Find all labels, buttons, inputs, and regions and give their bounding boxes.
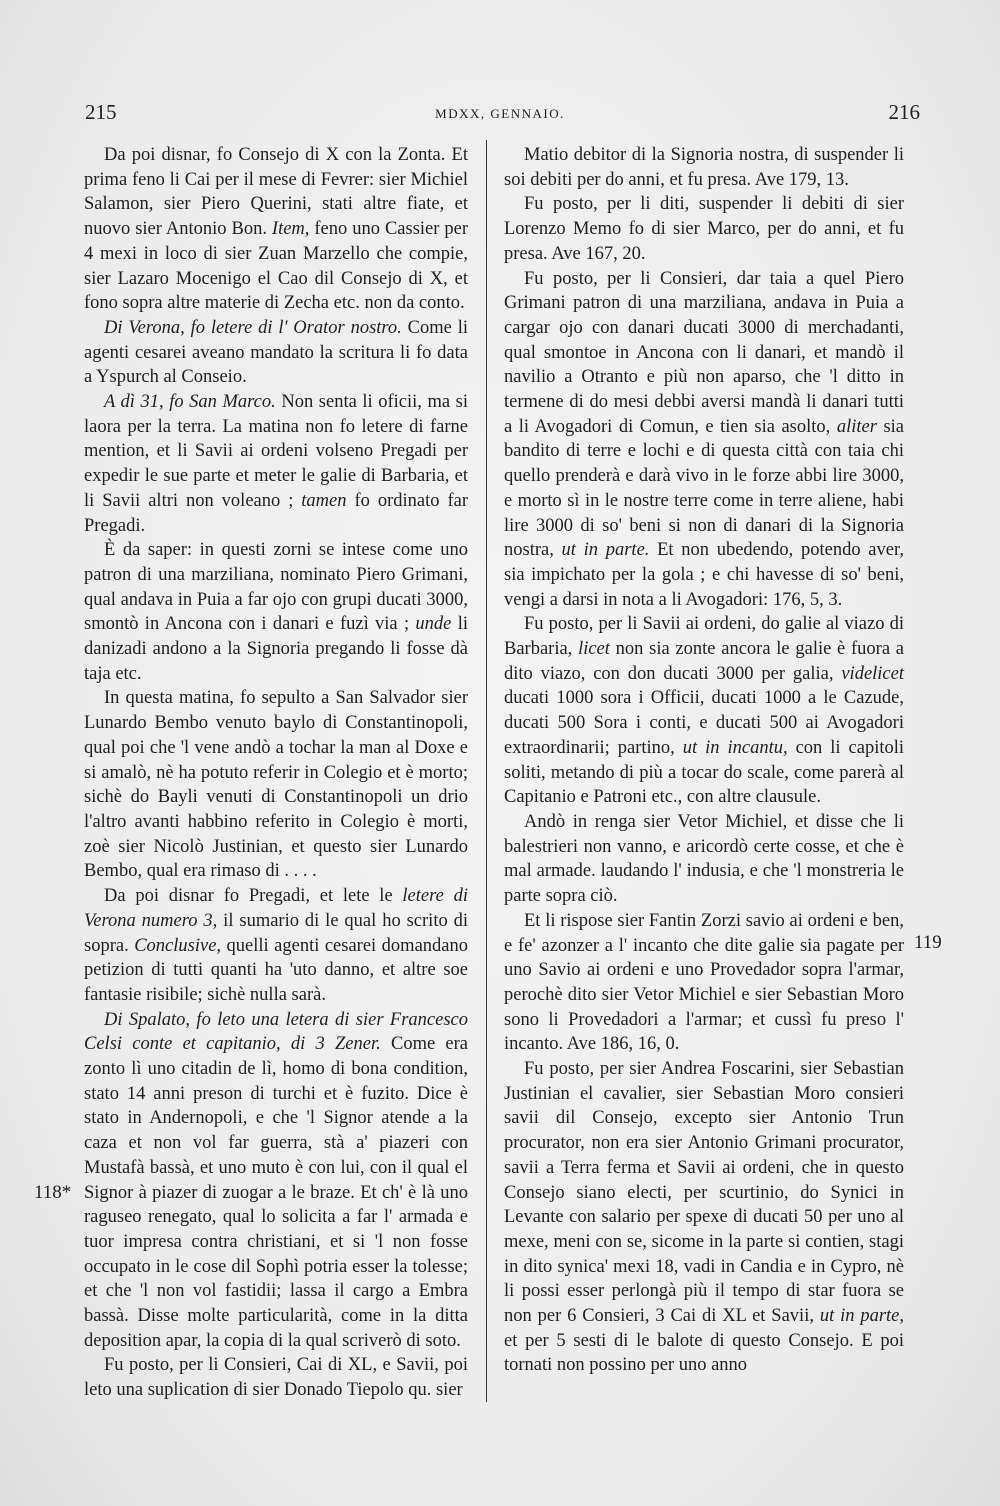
italic-run: Item, xyxy=(271,219,310,240)
text-run: non sia zonte ancora le galie è fuora a dito viazo, con don ducati 3000 per galia, xyxy=(504,639,905,684)
column-divider xyxy=(486,140,487,1402)
text-run: Fu posto, per li Consieri, dar taia a quel Piero Grimani patron di una marziliana, andava in Puia a cargar ojo con danari ducati 3000 di merchadanti, qual smontoe in Ancona con li danari, et mandò il navilio a Otranto e più non aparso, che 'l ditto in termene di do mesi debbi aversi mandà li danari tutti a li Avogadori di Comun, e tien sia asolto, xyxy=(504,268,904,437)
text-run: con li capitoli soliti, metando di più a tocar do scale, come parerà al Capitanio e Patroni etc., con altre clausule. xyxy=(504,737,904,808)
text-run: Et li rispose sier Fantin Zorzi savio ai ordeni e ben, e fe' azonzer a l' incanto che dite galie sia pagate per uno Savio ai ordeni e uno Provedador sopra l'armar, perochè dito sier Vetor Michiel e sier Sebastian Moro sono li Provedadori a l'armar; et cussì fu preso l' incanto. Ave 186, 16, 0. xyxy=(504,910,904,1055)
text-run: il sumario di le qual ho scrito di sopra. xyxy=(84,910,469,956)
text-run: Come li agenti cesarei aveano mandato la scritura li fo data a Yspurch al Conseio. xyxy=(84,317,468,388)
paragraph xyxy=(84,538,468,686)
page-header xyxy=(80,100,920,130)
margin-number-left: 118* xyxy=(34,1182,72,1203)
running-title: MDXX, GENNAIO. xyxy=(435,106,565,121)
text-run: Fu posto, per li Consieri, Cai di XL, e Savii, poi leto una suplication di sier Donado Tiepolo qu. sier xyxy=(84,1355,468,1401)
paragraph xyxy=(84,1008,468,1354)
paragraph xyxy=(504,143,904,192)
italic-run: ut in incantu, xyxy=(682,737,788,758)
italic-run: tamen xyxy=(301,490,347,511)
italic-run: videlicet xyxy=(841,663,904,684)
text-run: Non senta li oficii, ma si laora per la terra. La matina non fo letere di farne mention, et li Savii ai ordeni volseno Pregadi per expedir le sue parte et meter le galie di Barbaria, et li Savii altri non voleano ; xyxy=(84,392,468,511)
text-run: Andò in renga sier Vetor Michiel, et disse che li balestrieri non vanno, e aricordò certe cosse, et che è mal armade. laudando l' indusia, e che 'l monstreria le parte sopra ciò. xyxy=(504,811,904,907)
page-number-right: 216 xyxy=(888,100,920,124)
text-run: et per 5 sesti di le balote di questo Consejo. E poi tornati non possino per uno anno xyxy=(504,1330,904,1376)
text-run: quelli agenti cesarei domandano petizion di tutti quanti ha 'uto danno, et altre soe fantasie risibile; sichè nulla sarà. xyxy=(84,935,468,1005)
paragraph xyxy=(504,267,904,613)
italic-run: aliter xyxy=(836,416,877,437)
paragraph xyxy=(504,192,904,266)
italic-run: ut in parte. xyxy=(561,540,650,561)
right-column xyxy=(504,143,904,1378)
text-run: In questa matina, fo sepulto a San Salvador sier Lunardo Bembo venuto baylo di Constantinopoli, qual poi che 'l vene andò a tochar la man al Doxe e si amalò, nè ha potuto referir in Colegio et è morto; sichè do Bayli venuti di Constantinopoli un drio l'altro avanti habbino referito in Colegio è morti, zoè sier Nicolò Justinian, et questo sier Lunardo Bembo, qual era rimaso di . . . . xyxy=(84,688,468,882)
text-run: Matio debitor di la Signoria nostra, di suspender li soi debiti per do anni, et fu presa. Ave 179, 13. xyxy=(504,145,904,190)
text-run: Et non ubedendo, potendo aver, sia impichato per la gola ; e chi havesse di so' beni, vengi a darsi in nota a li Avogadori: 176, 5, 3. xyxy=(504,540,904,610)
text-run: feno uno Cassier per 4 mexi in loco di sier Zuan Marzello che compie, sier Lazaro Mocenigo el Cao dil Consejo di X, et fono sopra altre materie di Zecha etc. non da conto. xyxy=(84,219,468,314)
margin-number-right: 119 xyxy=(914,932,942,953)
italic-run: Di Verona, fo letere di l' Orator nostro. xyxy=(104,317,402,338)
text-run: È da saper: in questi zorni se intese come uno patron di una marziliana, nominato Piero Grimani, qual andava in Puia a far ojo con grupi ducati 3000, smontò in Ancona con i danari e fuzì via ; xyxy=(84,540,468,635)
text-run: ducati 1000 sora i Officii, ducati 1000 a le Cazude, ducati 500 Sora i conti, e ducati 500 ai Avogadori extraordinarii; partino, xyxy=(504,688,904,758)
italic-run: A dì 31, fo San Marco. xyxy=(104,392,276,413)
italic-run: Di Spalato, fo leto una letera di sier Francesco Celsi conte et capitanio, di 3 Zener. xyxy=(84,1009,468,1055)
text-run: Fu posto, per li Savii ai ordeni, do galie al viazo di Barbaria, xyxy=(504,614,904,660)
text-run: Come era zonto lì uno citadin de lì, homo di bona condition, stato 14 anni preson di turchi et è fuzito. Dice è stato in Andernopoli, e che 'l Signor atende a la caza et non vol far guerra, stà a' piazeri con Mustafà bassà, et uno muto è con lui, con il qual el Signor à piazer di zuogar a le braze. Et ch' è là uno raguseo renegato, qual lo solicita a far l' armada e tuor impresa contra christiani, et si 'l non fosse occupato in le cose dil Sophì potria esser la tolesse; et che 'l non vol fastidii; lassa il cargo a Embra bassà. Disse molte particularità, come in la ditta deposition apar, la copia di la qual scriverò di soto. xyxy=(84,1034,468,1351)
italic-run: licet xyxy=(578,639,610,660)
paragraph xyxy=(84,143,468,316)
paragraph xyxy=(84,686,468,884)
italic-run: unde xyxy=(415,614,452,635)
paragraph xyxy=(84,884,468,1008)
text-run: Fu posto, per sier Andrea Foscarini, sier Sebastian Justinian el cavalier, sier Sebastian Moro consieri savii dil Consejo, excepto sier Antonio Trun procurator, non era sier Antonio Grimani procurator, savii a Terra ferma et Savii ai ordeni, che in questo Consejo siano electi, per scurtinio, do Synici in Levante con salario per spexe di ducati 50 per uno al mexe, meni con se, sicome in la parte si contien, stagi in dito synica' mexi 18, vadi in Candia e in Cypro, nè li possi esser perlongà più il tempo di star fuora se non per 6 Consieri, 3 Cai di XL et Savii, xyxy=(504,1059,904,1327)
italic-run: letere di Verona numero 3, xyxy=(84,886,468,931)
text-run: li danizadi andono a la Signoria pregando li fosse dà taja etc. xyxy=(84,614,468,684)
page-number-left: 215 xyxy=(85,100,117,124)
paragraph xyxy=(504,909,904,1057)
paragraph xyxy=(84,390,468,538)
text-run: Da poi disnar fo Pregadi, et lete le xyxy=(104,886,403,907)
paragraph xyxy=(504,810,904,909)
text-run: Da poi disnar, fo Consejo di X con la Zonta. Et prima feno li Cai per il mese di Fevrer: sier Michiel Salamon, sier Piero Querini, stati altre fiate, et nuovo sier Antonio Bon. xyxy=(84,145,468,240)
paragraph xyxy=(84,1353,468,1402)
text-run: sia bandito di terre e lochi e di questa città con taia chi quello prenderà e darà vivo in le forze abbi lire 3000, e morto sì in le nostre terre come in terre aliene, habi lire 3000 di so' beni si non di danari di la Signoria nostra, xyxy=(504,416,904,561)
text-run: fo ordinato far Pregadi. xyxy=(84,490,468,536)
text-run: Fu posto, per li diti, suspender li debiti di sier Lorenzo Memo fo di sier Marco, per do anni, et fu presa. Ave 167, 20. xyxy=(504,194,904,264)
paragraph xyxy=(504,1057,904,1378)
paragraph xyxy=(84,316,468,390)
italic-run: Conclusive, xyxy=(134,935,222,956)
left-column xyxy=(84,143,468,1403)
italic-run: ut in parte, xyxy=(819,1306,904,1327)
paragraph xyxy=(504,612,904,810)
